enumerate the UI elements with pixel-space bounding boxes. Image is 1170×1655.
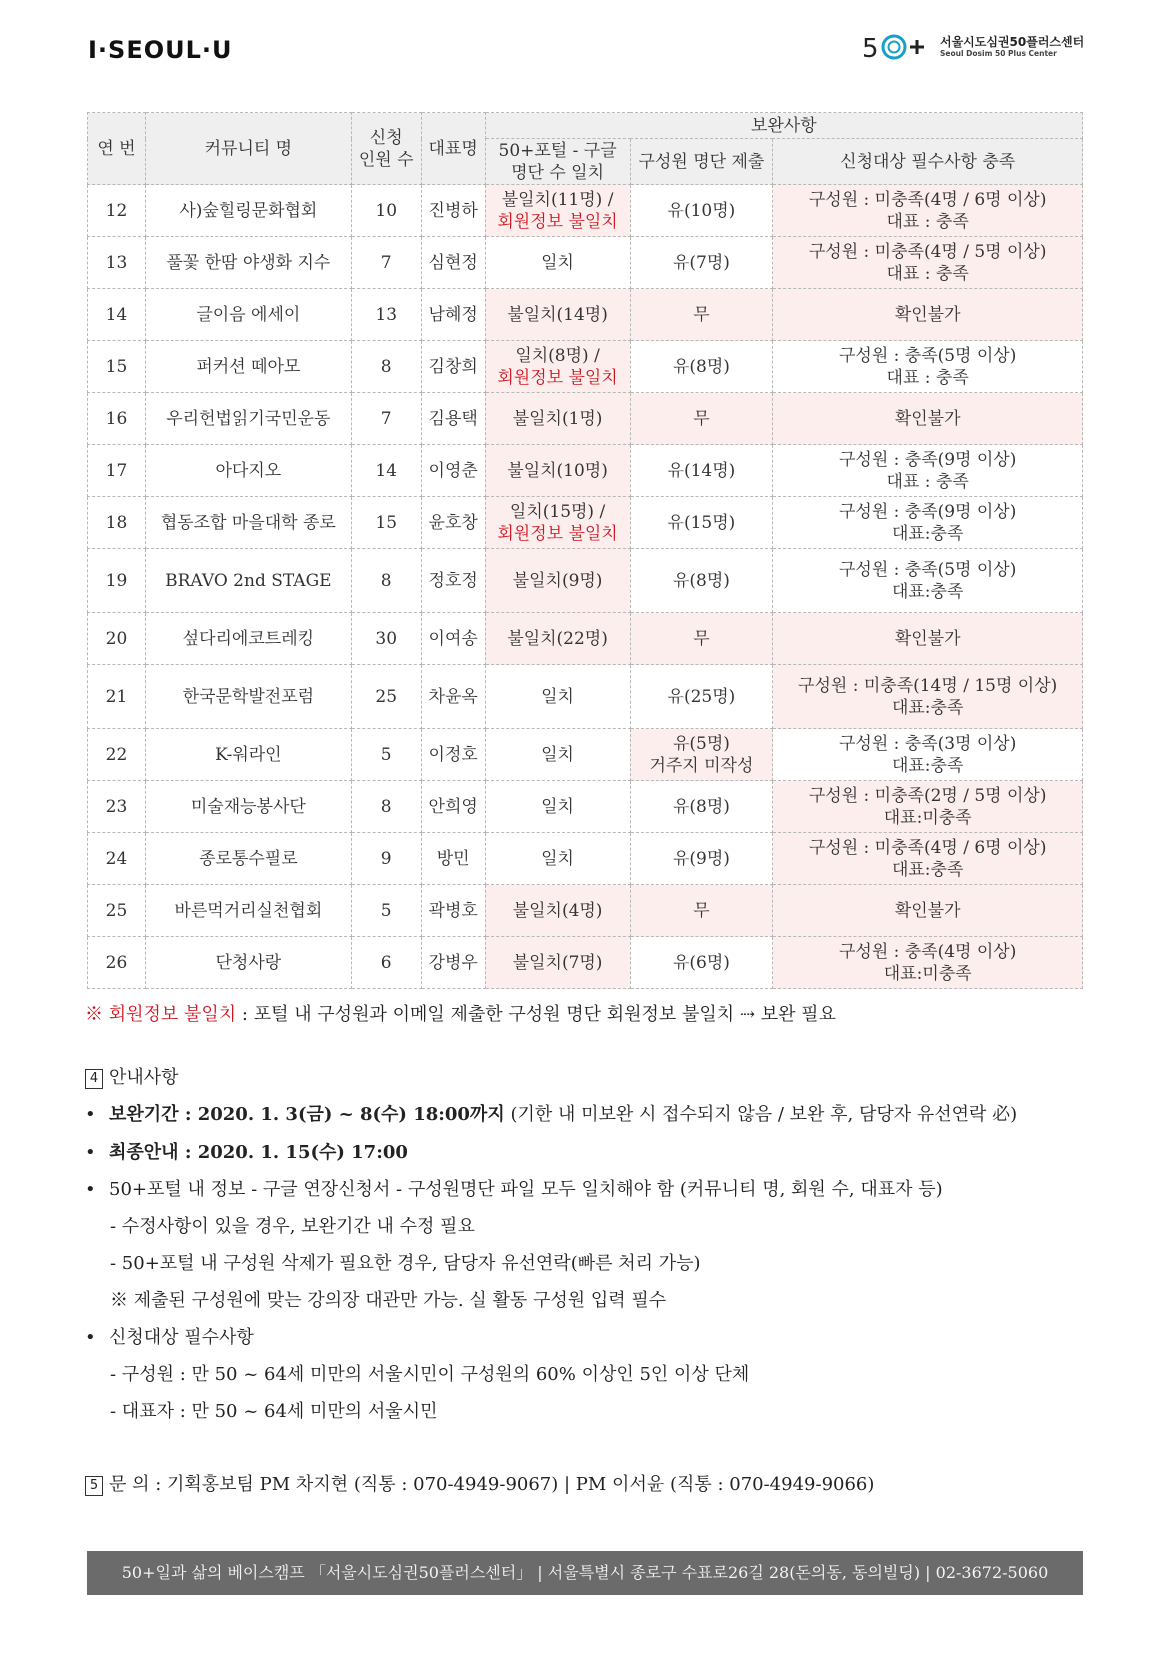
cell-match-line1: 일치 [541, 252, 574, 273]
period-detail: (기한 내 미보완 시 접수되지 않음 / 보완 후, 담당자 유선연락 必) [504, 1104, 1018, 1125]
cell-no: 17 [88, 445, 146, 497]
cell-match-line1: 일치 [541, 796, 574, 817]
cell-no: 18 [88, 497, 146, 549]
cell-rep: 이영춘 [421, 445, 485, 497]
guide-item-req [85, 1323, 254, 1349]
cell-req [773, 549, 1083, 613]
cell-req-line2: 대표 : 충족 [886, 367, 969, 388]
cell-match-line1: 불일치(9명) [512, 570, 603, 591]
table-row [88, 665, 1083, 729]
cell-submit-line1: 유(6명) [672, 952, 730, 973]
cell-rep: 남혜정 [421, 289, 485, 341]
section-number-box: 5 [85, 1476, 103, 1496]
table-row [88, 613, 1083, 665]
contact-text: 문 의 : 기획홍보팀 PM 차지현 (직통 : 070-4949-9067) | PM 이서윤 (직통 : 070-4949-9066) [109, 1474, 875, 1495]
table-row [88, 445, 1083, 497]
cell-match [485, 393, 630, 445]
guide-sub-2: - 50+포털 내 구성원 삭제가 필요한 경우, 담당자 유선연락(빠른 처리 가능) [110, 1253, 701, 1274]
cell-req [773, 393, 1083, 445]
cell-name: 풀꽃 한땀 야생화 지수 [145, 237, 351, 289]
bullet-icon: • [85, 1179, 96, 1200]
table-row [88, 393, 1083, 445]
cell-submit-line1: 무 [693, 408, 710, 429]
cell-match-line2: 회원정보 불일치 [497, 211, 618, 232]
cell-match-line1: 일치 [541, 686, 574, 707]
cell-submit [630, 237, 773, 289]
cell-count: 6 [351, 937, 421, 989]
cell-req-line2: 대표 : 충족 [886, 211, 969, 232]
cell-submit-line1: 유(25명) [667, 686, 736, 707]
cell-rep: 김창희 [421, 341, 485, 393]
table-row [88, 497, 1083, 549]
cell-submit [630, 781, 773, 833]
cell-req-line1: 구성원 : 충족(9명 이상) [838, 501, 1017, 522]
cell-match [485, 729, 630, 781]
cell-rep: 강병우 [421, 937, 485, 989]
cell-no: 19 [88, 549, 146, 613]
table-row [88, 549, 1083, 613]
req-text: 신청대상 필수사항 [109, 1327, 254, 1348]
cell-name: 섶다리에코트레킹 [145, 613, 351, 665]
cell-rep: 이정호 [421, 729, 485, 781]
header-name: 커뮤니티 명 [145, 113, 351, 185]
cell-count: 13 [351, 289, 421, 341]
cell-match-line1: 일치 [541, 848, 574, 869]
cell-req-line2: 대표:충족 [891, 523, 964, 544]
cell-match [485, 885, 630, 937]
cell-no: 23 [88, 781, 146, 833]
cell-match-line1: 불일치(1명) [512, 408, 603, 429]
note-text: : 포털 내 구성원과 이메일 제출한 구성원 명단 회원정보 불일치 ⇢ 보완 필요 [241, 1004, 836, 1025]
cell-req-line2: 대표:충족 [891, 755, 964, 776]
footer-bar [87, 1551, 1083, 1595]
cell-rep: 심현정 [421, 237, 485, 289]
cell-rep: 방민 [421, 833, 485, 885]
cell-req [773, 185, 1083, 237]
cell-no: 20 [88, 613, 146, 665]
cell-match-line2: 회원정보 불일치 [497, 367, 618, 388]
cell-match-line1: 불일치(11명) / [501, 189, 614, 210]
cell-req-line1: 구성원 : 미충족(2명 / 5명 이상) [808, 785, 1047, 806]
cell-req-line1: 구성원 : 충족(4명 이상) [838, 941, 1017, 962]
cell-req-line1: 확인불가 [894, 900, 961, 921]
bullet-icon: • [85, 1104, 96, 1125]
community-table [87, 112, 1083, 989]
guide-item-match [85, 1175, 943, 1201]
cell-req-line1: 확인불가 [894, 628, 961, 649]
cell-req-line1: 구성원 : 미충족(4명 / 6명 이상) [808, 189, 1047, 210]
cell-submit-line1: 무 [693, 304, 710, 325]
cell-req-line1: 구성원 : 충족(3명 이상) [838, 733, 1017, 754]
cell-match [485, 497, 630, 549]
guide-heading [85, 1063, 179, 1089]
guide-title: 안내사항 [109, 1067, 179, 1088]
cell-rep: 정호정 [421, 549, 485, 613]
fifty-plus-logo-icon [862, 30, 932, 64]
cell-count: 10 [351, 185, 421, 237]
guide-item-final [85, 1138, 408, 1164]
cell-req [773, 781, 1083, 833]
cell-req [773, 885, 1083, 937]
cell-name: 종로통수필로 [145, 833, 351, 885]
cell-name: 한국문학발전포럼 [145, 665, 351, 729]
cell-submit [630, 729, 773, 781]
cell-match-line1: 일치(15명) / [509, 501, 606, 522]
cell-submit [630, 393, 773, 445]
cell-submit [630, 289, 773, 341]
table-row [88, 289, 1083, 341]
center-logo [862, 30, 1084, 64]
cell-req-line1: 확인불가 [894, 304, 961, 325]
cell-req-line1: 구성원 : 미충족(4명 / 6명 이상) [808, 837, 1047, 858]
cell-rep: 이여송 [421, 613, 485, 665]
cell-name: 단청사랑 [145, 937, 351, 989]
cell-submit-line1: 유(8명) [672, 570, 730, 591]
header-no: 연 번 [88, 113, 146, 185]
cell-req-line2: 대표:충족 [891, 581, 964, 602]
bullet-icon: • [85, 1142, 96, 1163]
cell-match-line1: 불일치(22명) [507, 628, 608, 649]
bullet-icon: • [85, 1327, 96, 1348]
cell-match-line1: 불일치(14명) [507, 304, 608, 325]
cell-count: 15 [351, 497, 421, 549]
cell-req-line1: 구성원 : 미충족(14명 / 15명 이상) [798, 675, 1058, 696]
cell-submit-line1: 유(8명) [672, 356, 730, 377]
cell-match [485, 937, 630, 989]
cell-req-line2: 대표:미충족 [883, 807, 972, 828]
cell-req-line2: 대표:충족 [891, 697, 964, 718]
cell-submit [630, 937, 773, 989]
cell-count: 8 [351, 341, 421, 393]
center-name-english: Seoul Dosim 50 Plus Center [940, 49, 1057, 58]
cell-match [485, 445, 630, 497]
cell-submit [630, 341, 773, 393]
iseoulu-logo: I·SEOUL·U [88, 36, 233, 64]
cell-rep: 진병하 [421, 185, 485, 237]
cell-name: 글이음 에세이 [145, 289, 351, 341]
note-term: 회원정보 불일치 [108, 1004, 237, 1025]
cell-no: 16 [88, 393, 146, 445]
period-label: 보완기간 : 2020. 1. 3(금) ~ 8(수) 18:00까지 [109, 1104, 505, 1125]
cell-req [773, 613, 1083, 665]
cell-submit-line1: 무 [693, 628, 710, 649]
cell-name: 사)숲힐링문화협회 [145, 185, 351, 237]
table-row [88, 341, 1083, 393]
table-row [88, 885, 1083, 937]
guide-sub-1: - 수정사항이 있을 경우, 보완기간 내 수정 필요 [110, 1216, 475, 1237]
cell-count: 8 [351, 549, 421, 613]
cell-req-line1: 구성원 : 충족(5명 이상) [838, 345, 1017, 366]
header-req: 신청대상 필수사항 충족 [773, 139, 1083, 185]
cell-no: 15 [88, 341, 146, 393]
cell-req [773, 497, 1083, 549]
cell-count: 14 [351, 445, 421, 497]
cell-count: 30 [351, 613, 421, 665]
header-group: 보완사항 [485, 113, 1082, 139]
guide-sub-4: - 구성원 : 만 50 ~ 64세 미만의 서울시민이 구성원의 60% 이상인 5인 이상 단체 [110, 1364, 750, 1385]
cell-no: 26 [88, 937, 146, 989]
table-row [88, 937, 1083, 989]
cell-submit-line1: 유(14명) [667, 460, 736, 481]
cell-submit-line1: 유(8명) [672, 796, 730, 817]
cell-req-line1: 구성원 : 충족(5명 이상) [838, 559, 1017, 580]
cell-req-line1: 구성원 : 미충족(4명 / 5명 이상) [808, 241, 1047, 262]
footer-text: 50+일과 삶의 베이스캠프 「서울시도심권50플러스센터」 | 서울특별시 종로구 수표로26길 28(돈의동, 동의빌딩) | 02-3672-5060 [121, 1563, 1049, 1582]
cell-name: 우리헌법읽기국민운동 [145, 393, 351, 445]
cell-rep: 곽병호 [421, 885, 485, 937]
cell-match-line1: 불일치(4명) [512, 900, 603, 921]
cell-match [485, 341, 630, 393]
cell-name: BRAVO 2nd STAGE [145, 549, 351, 613]
cell-rep: 차윤옥 [421, 665, 485, 729]
cell-req [773, 445, 1083, 497]
cell-match [485, 781, 630, 833]
note-mark: ※ [85, 1004, 103, 1025]
cell-req-line2: 대표 : 충족 [886, 471, 969, 492]
cell-submit-line1: 유(7명) [672, 252, 730, 273]
cell-match-line1: 불일치(7명) [512, 952, 603, 973]
cell-req-line2: 대표:충족 [891, 859, 964, 880]
cell-name: 협동조합 마을대학 종로 [145, 497, 351, 549]
cell-submit-line1: 유(10명) [667, 200, 736, 221]
cell-match [485, 833, 630, 885]
cell-match [485, 237, 630, 289]
guide-item-period [85, 1100, 1017, 1126]
contact-line [85, 1470, 874, 1496]
cell-req [773, 665, 1083, 729]
table-row [88, 237, 1083, 289]
cell-count: 5 [351, 885, 421, 937]
guide-sub-3: ※ 제출된 구성원에 맞는 강의장 대관만 가능. 실 활동 구성원 입력 필수 [110, 1290, 667, 1311]
cell-submit [630, 185, 773, 237]
cell-req-line1: 구성원 : 충족(9명 이상) [838, 449, 1017, 470]
cell-name: 바른먹거리실천협회 [145, 885, 351, 937]
cell-submit-line1: 유(9명) [672, 848, 730, 869]
cell-count: 9 [351, 833, 421, 885]
cell-name: K-워라인 [145, 729, 351, 781]
header-match: 50+포털 - 구글 명단 수 일치 [485, 139, 630, 185]
cell-no: 12 [88, 185, 146, 237]
cell-match [485, 185, 630, 237]
cell-req [773, 833, 1083, 885]
cell-rep: 윤호창 [421, 497, 485, 549]
cell-rep: 안희영 [421, 781, 485, 833]
table-row [88, 185, 1083, 237]
cell-submit [630, 445, 773, 497]
cell-no: 14 [88, 289, 146, 341]
cell-submit [630, 833, 773, 885]
cell-match-line1: 일치(8명) / [515, 345, 600, 366]
match-text: 50+포털 내 정보 - 구글 연장신청서 - 구성원명단 파일 모두 일치해야 함 (커뮤니티 명, 회원 수, 대표자 등) [109, 1179, 943, 1200]
center-name-korean: 서울시도심권50플러스센터 [940, 35, 1085, 49]
cell-count: 7 [351, 393, 421, 445]
cell-match-line2: 회원정보 불일치 [497, 523, 618, 544]
cell-match [485, 613, 630, 665]
cell-submit [630, 613, 773, 665]
cell-req [773, 289, 1083, 341]
cell-submit-line1: 유(5명) [672, 733, 730, 754]
table-row [88, 833, 1083, 885]
cell-match-line1: 일치 [541, 744, 574, 765]
header-submit: 구성원 명단 제출 [630, 139, 773, 185]
final-label: 최종안내 : 2020. 1. 15(수) 17:00 [109, 1142, 408, 1163]
cell-submit-line1: 유(15명) [667, 512, 736, 533]
cell-no: 22 [88, 729, 146, 781]
mismatch-note [85, 1000, 836, 1026]
cell-req-line2: 대표:미충족 [883, 963, 972, 984]
cell-req [773, 341, 1083, 393]
cell-submit [630, 497, 773, 549]
cell-match [485, 289, 630, 341]
cell-req [773, 729, 1083, 781]
cell-match [485, 665, 630, 729]
table-row [88, 781, 1083, 833]
cell-req [773, 937, 1083, 989]
cell-req [773, 237, 1083, 289]
cell-name: 미술재능봉사단 [145, 781, 351, 833]
cell-submit [630, 549, 773, 613]
cell-no: 25 [88, 885, 146, 937]
svg-text:5: 5 [862, 34, 879, 64]
cell-submit [630, 665, 773, 729]
cell-submit-line1: 무 [693, 900, 710, 921]
cell-rep: 김용택 [421, 393, 485, 445]
section-number-box: 4 [85, 1069, 103, 1089]
cell-count: 5 [351, 729, 421, 781]
header-count: 신청 인원 수 [351, 113, 421, 185]
cell-match [485, 549, 630, 613]
guide-sub-5: - 대표자 : 만 50 ~ 64세 미만의 서울시민 [110, 1401, 438, 1422]
cell-no: 13 [88, 237, 146, 289]
cell-submit-line2: 거주지 미작성 [649, 755, 754, 776]
cell-count: 25 [351, 665, 421, 729]
cell-count: 8 [351, 781, 421, 833]
cell-no: 21 [88, 665, 146, 729]
cell-name: 아다지오 [145, 445, 351, 497]
cell-match-line1: 불일치(10명) [507, 460, 608, 481]
header-rep: 대표명 [421, 113, 485, 185]
cell-count: 7 [351, 237, 421, 289]
cell-no: 24 [88, 833, 146, 885]
table-row [88, 729, 1083, 781]
cell-submit [630, 885, 773, 937]
cell-req-line2: 대표 : 충족 [886, 263, 969, 284]
cell-req-line1: 확인불가 [894, 408, 961, 429]
cell-name: 퍼커션 떼아모 [145, 341, 351, 393]
